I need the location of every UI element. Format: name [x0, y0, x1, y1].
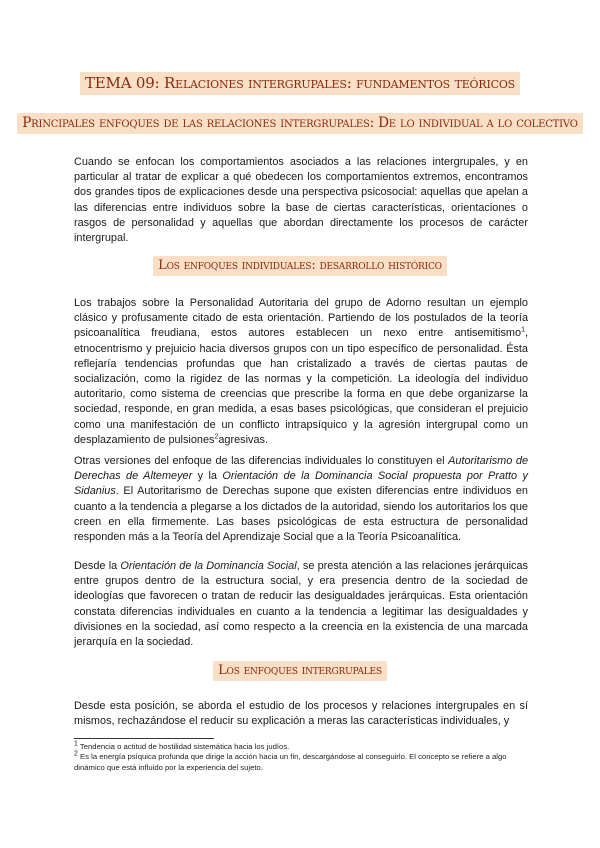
intro-paragraph: Cuando se enfocan los comportamientos asociados a las relaciones intergrupales, y en particular al tratar de explicar a qué obedecen los comportamientos extremos, encontramos dos grandes tipos de explicaciones desde una perspectiva psicosocial: aquellas que apelan a las diferencias entre individuos sobre la base de ciertas características, orientaciones o rasgos de personalidad y aquellas que abordan directamente los procesos de carácter intergrupal. — [74, 156, 528, 245]
subheading-individual — [0, 258, 600, 273]
paragraph-other-b: y la — [192, 470, 223, 483]
page-title-text: TEMA 09: Relaciones intergrupales: fundamentos teóricos — [80, 72, 520, 95]
paragraph-other-a: Otras versiones del enfoque de las diferencias individuales lo constituyen el — [74, 455, 449, 467]
subheading-individual-text: Los enfoques individuales: desarrollo histórico — [153, 256, 447, 276]
footnote-ref-2: 2 — [214, 433, 219, 441]
paragraph-sdo-b: , se presta atención a las relaciones jerárquicas entre grupos dentro de la estructura social, y era presencia dentro de la sociedad de ideologías que favorecen o tratan de reducir las desigualdades jerárquicas. Esta orientación constata diferencias individuales en cuanto a la tendencia a legitimar las desigualdades y divisiones en la sociedad, así como respecto a la creencia en la existencia de una marcada jerarquía en la sociedad. — [74, 560, 528, 649]
footnote-1 — [74, 742, 534, 752]
paragraph-sdo-a: Desde la — [74, 560, 121, 572]
footnote-1-mark: 1 — [74, 740, 78, 748]
footnote-2-mark: 2 — [74, 750, 78, 758]
paragraph-adorno — [74, 296, 528, 448]
term-sdo-2: Orientación de la Dominancia Social — [120, 560, 297, 572]
paragraph-adorno-c: agresivas. — [218, 433, 269, 446]
subheading-intergroup — [0, 663, 600, 678]
footnote-2 — [74, 752, 534, 773]
footnote-divider — [74, 738, 214, 739]
subheading-intergroup-text: Los enfoques intergrupales — [213, 661, 387, 681]
footnote-ref-1: 1 — [521, 326, 525, 334]
footnotes — [74, 742, 534, 773]
paragraph-sdo — [74, 559, 528, 650]
paragraph-other-versions — [74, 454, 528, 545]
paragraph-other-c: . El Autoritarismo de Derechas supone que existen diferencias entre individuos en cuanto a la tendencia a plegarse a los dictados de la autoridad, siendo los autoritarios los que creen en ella firmemente. Las bases psicológicas de esta estructura de personalidad responden más a la Teoría del Aprendizaje Social que a la Teoría Psicoanalítica. — [74, 485, 528, 544]
term-sdo: Orientación de la Dominancia Social propuesta por Pratto y Sidanius — [74, 470, 528, 498]
term-rwa: Autoritarismo de Derechas de Altemeyer — [74, 455, 529, 483]
footnote-2-text: Es la energía psíquica profunda que dirige la acción hacia un fin, descargándose al conseguirlo. El concepto se refiere a algo dinámico que está influido por la experiencia del sujeto. — [74, 752, 507, 772]
section-title-text: Principales enfoques de las relaciones intergrupales: De lo individual a lo colectivo — [17, 113, 583, 134]
paragraph-adorno-b: , etnocentrismo y prejuicio hacia diversos grupos con un tipo específico de personalidad. Ésta reflejaría tendencias profundas que han cristalizado a través de ciertas pautas de socialización, como la rigidez de las normas y la competición. La ideología del individuo autoritario, como sistema de creencias que prescribe la forma en que debe organizarse la sociedad, responde, en gran medida, a esas bases psicológicas, que consideran el prejuicio como una manifestación de un conflicto intrapsíquico y la agresión intergrupal como un desplazamiento de pulsiones — [74, 327, 528, 446]
footnote-1-text: Tendencia o actitud de hostilidad sistemática hacia los judíos. — [79, 742, 290, 751]
paragraph-adorno-a: Los trabajos sobre la Personalidad Autoritaria del grupo de Adorno resultan un ejemplo clásico y profusamente citado de esta orientación. Partiendo de los postulados de la teoría psicoanalítica freudiana, estos autores establecen un nexo entre antisemitismo — [74, 297, 528, 340]
section-title — [0, 115, 600, 131]
paragraph-intergroup: Desde esta posición, se aborda el estudio de los procesos y relaciones intergrupales en sí mismos, rechazándose el reducir su explicación a meras las características individuales, y — [74, 700, 528, 728]
page-title — [0, 74, 600, 92]
